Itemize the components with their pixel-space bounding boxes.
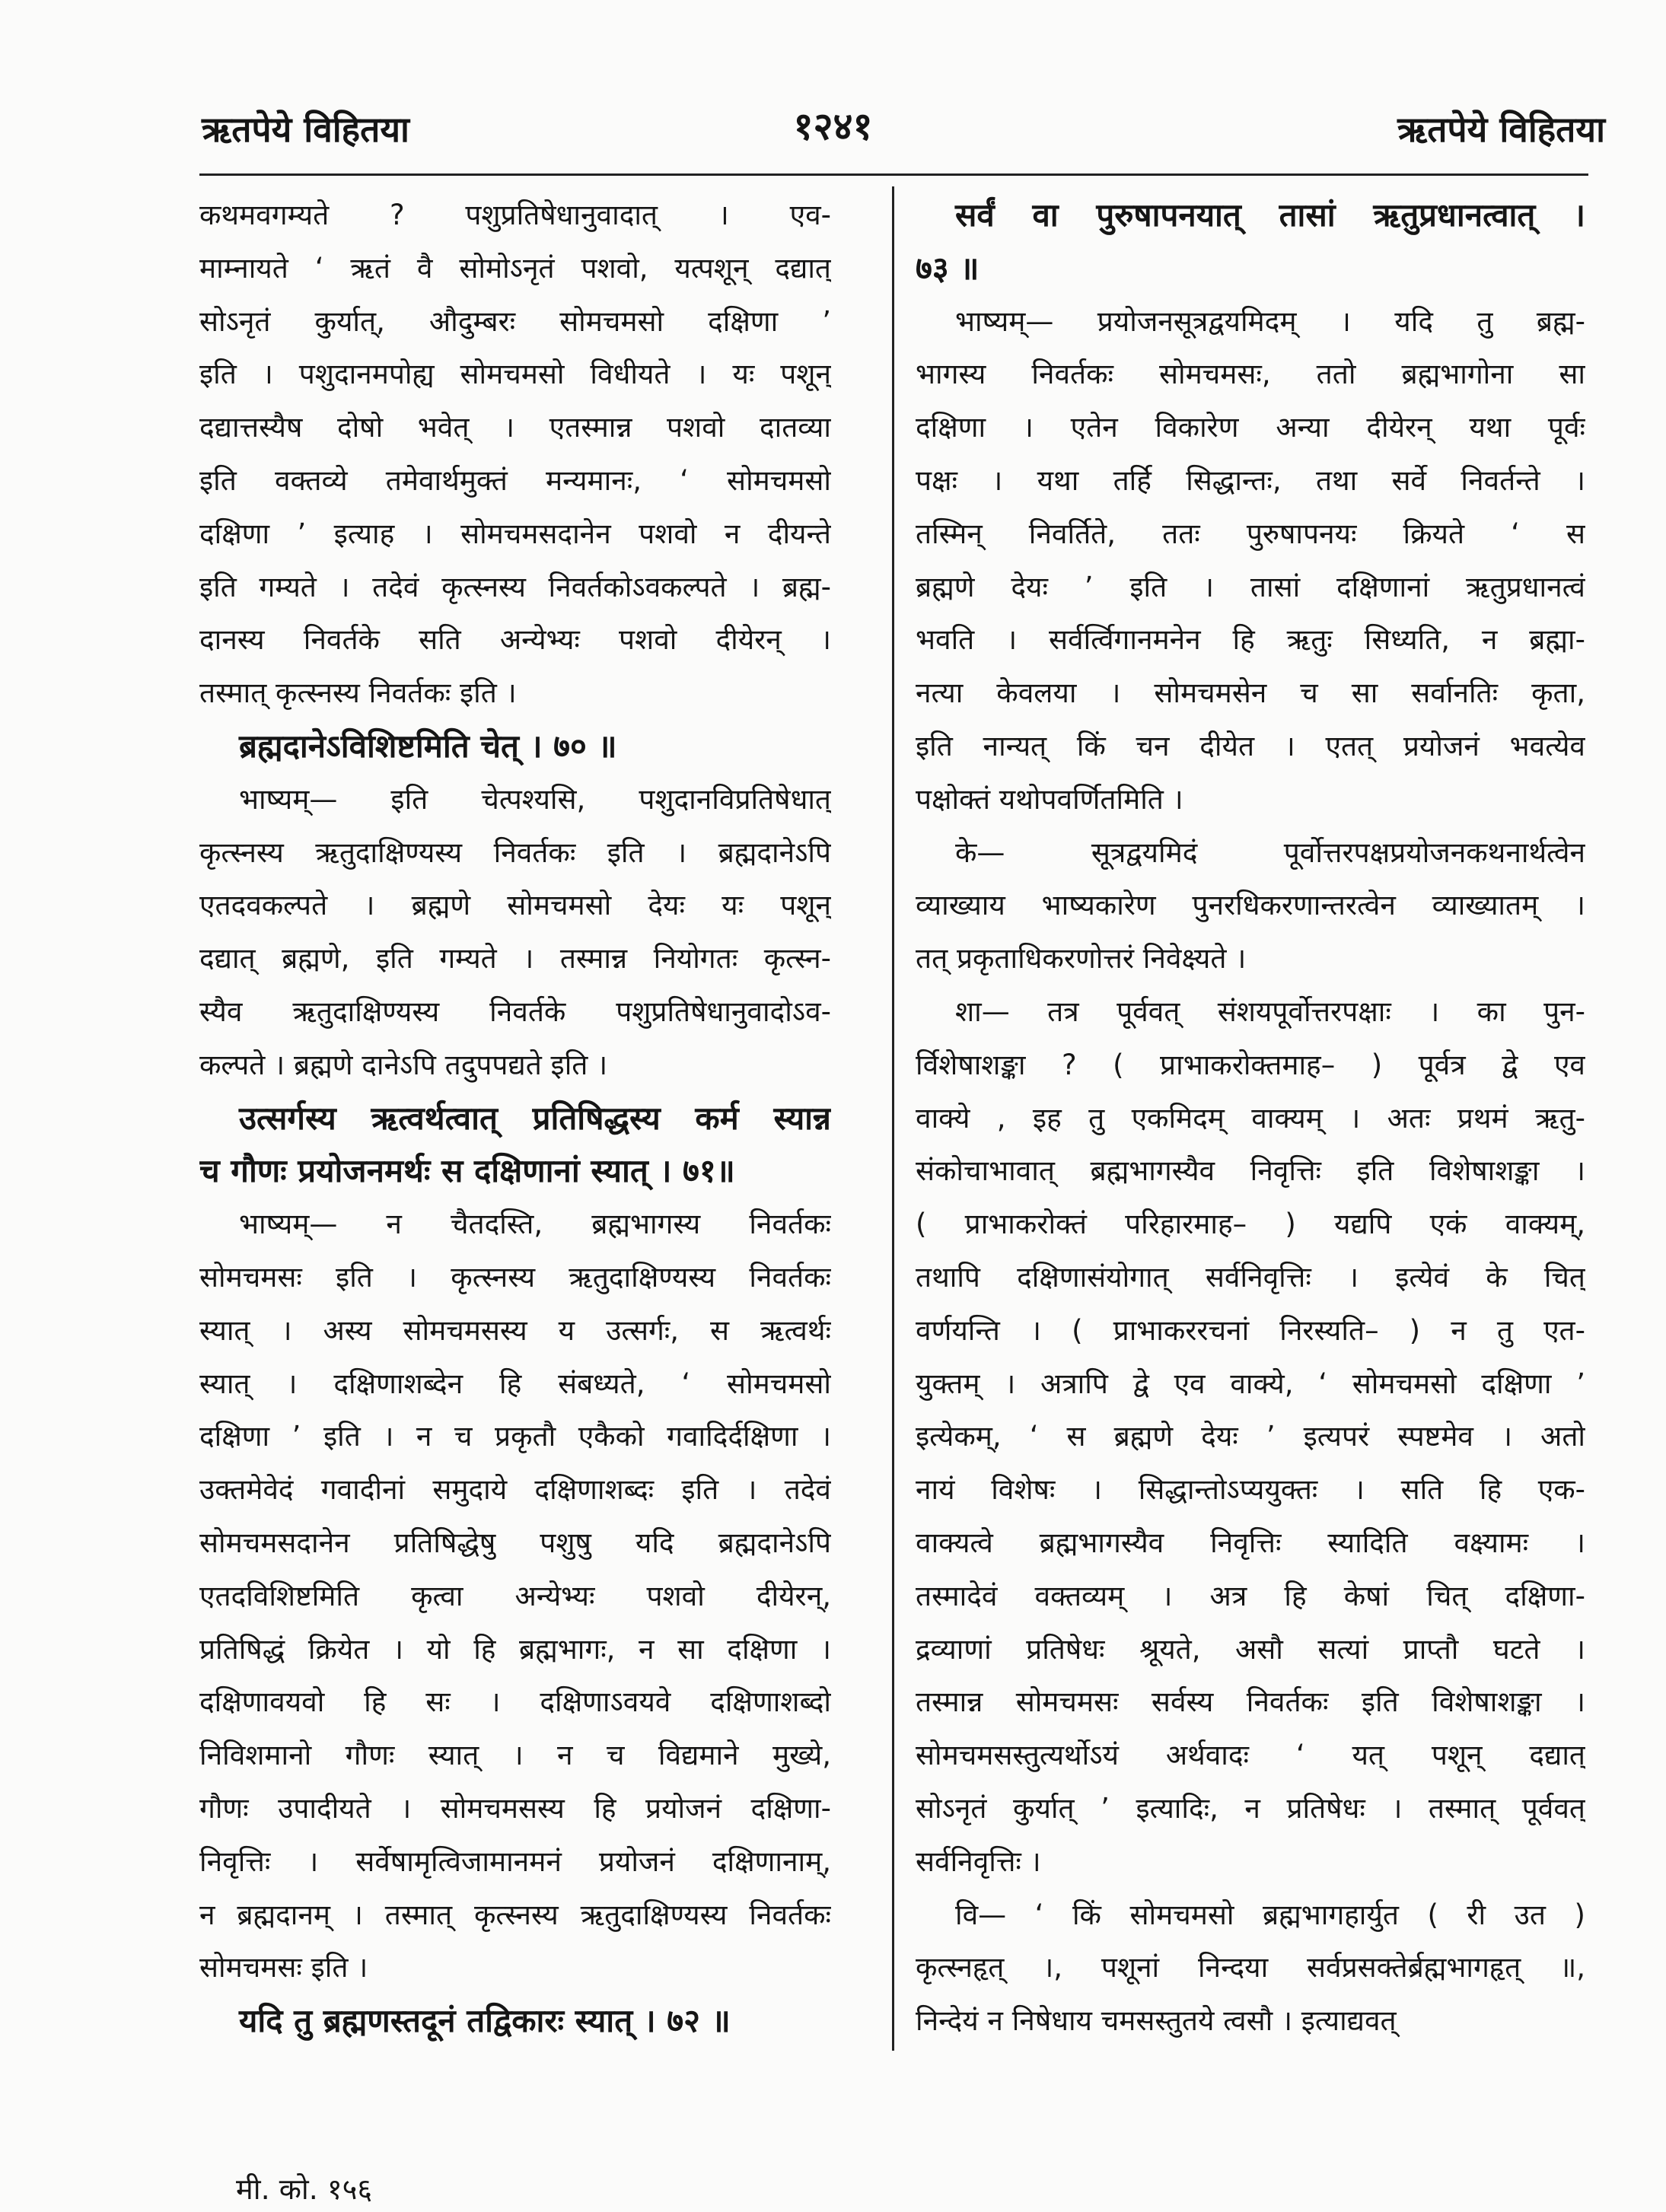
text-line: कथमवगम्यते ? पशुप्रतिषेधानुवादात् । एव-	[199, 199, 831, 231]
text-line: भागस्य निवर्तकः सोमचमसः, ततो ब्रह्मभागोना सा	[916, 358, 1585, 391]
text-line: निन्देयं न निषेधाय चमसस्तुतये त्वसौ । इत्याद्यवत्	[916, 2004, 1397, 2038]
text-line: इति गम्यते । तदेवं कृत्स्नस्य निवर्तकोऽवकल्पते । ब्रह्म-	[199, 570, 831, 603]
signature-mark: मी. को. १५६	[236, 2172, 373, 2206]
text-line: तत् प्रकृताधिकरणोत्तरं निवेक्ष्यते ।	[916, 942, 1247, 976]
sutra-heading: उत्सर्गस्य ऋत्वर्थत्वात् प्रतिषिद्धस्य कर्म स्यान्न	[239, 1099, 831, 1137]
text-line: उक्तमेवेदं गवादीनां समुदाये दक्षिणाशब्दः इति । तदेवं	[199, 1473, 831, 1507]
text-line: तस्मात् कृत्स्नस्य निवर्तकः इति ।	[199, 676, 517, 710]
text-line: प्रतिषिद्धं क्रियेत । यो हि ब्रह्मभागः, न सा दक्षिणा ।	[199, 1632, 831, 1666]
text-line: दक्षिणा ’ इति । न च प्रकृतौ एकैको गवादिर्दक्षिणा ।	[199, 1420, 831, 1453]
text-line: इति नान्यत् किं चन दीयेत । एतत् प्रयोजनं भवत्येव	[916, 729, 1585, 762]
text-line: सर्वनिवृत्तिः ।	[916, 1844, 1041, 1878]
text-line: युक्तम् । अत्रापि द्वे एव वाक्ये, ‘ सोमचमसो दक्षिणा ’	[916, 1367, 1585, 1400]
text-line: स्यात् । अस्य सोमचमसस्य य उत्सर्गः, स ऋत्वर्थः	[199, 1313, 831, 1347]
text-line: तथापि दक्षिणासंयोगात् सर्वनिवृत्तिः । इत्येवं के चित्	[916, 1260, 1585, 1294]
text-line: संकोचाभावात् ब्रह्मभागस्यैव निवृत्तिः इति विशेषाशङ्का ।	[916, 1154, 1585, 1188]
text-line: कृत्स्नहृत् ।, पशूनां निन्दया सर्वप्रसक्तेर्ब्रह्मभागहृत् ॥,	[916, 1951, 1585, 1984]
text-line: दानस्य निवर्तके सति अन्येभ्यः पशवो दीयेरन् ।	[199, 623, 831, 657]
page-number: १२४१	[793, 104, 873, 148]
text-line: वाक्यत्वे ब्रह्मभागस्यैव निवृत्तिः स्यादिति वक्ष्यामः ।	[916, 1526, 1585, 1559]
text-line: सोमचमसदानेन प्रतिषिद्धेषु पशुषु यदि ब्रह्मदानेऽपि	[199, 1526, 831, 1559]
text-line: वाक्ये , इह तु एकमिदम् वाक्यम् । अतः प्रथमं ऋतु-	[916, 1101, 1585, 1135]
header-rule	[199, 173, 1588, 176]
text-line: एतदवकल्पते । ब्रह्मणे सोमचमसो देयः यः पशून्	[199, 889, 831, 922]
text-line: भाष्यम्— इति चेत्पश्यसि, पशुदानविप्रतिषेधात्	[239, 782, 831, 816]
text-line: दक्षिणा । एतेन विकारेण अन्या दीयेरन् यथा पूर्वः	[916, 411, 1585, 444]
text-line: ब्रह्मणे देयः ’ इति । तासां दक्षिणानां ऋतुप्रधानत्वं	[916, 570, 1585, 603]
text-line: एतदविशिष्टमिति कृत्वा अन्येभ्यः पशवो दीयेरन्,	[199, 1579, 831, 1612]
running-head-left: ऋतपेये विहितया	[202, 109, 409, 150]
text-line: तस्मिन् निवर्तिते, ततः पुरुषापनयः क्रियते ‘ स	[916, 517, 1585, 550]
text-line: इति । पशुदानमपोह्य सोमचमसो विधीयते । यः पशून्	[199, 358, 831, 391]
text-line: निवृत्तिः । सर्वेषामृत्विजामानमनं प्रयोजनं दक्षिणानाम्,	[199, 1844, 831, 1878]
text-line: दक्षिणावयवो हि सः । दक्षिणाऽवयवे दक्षिणाशब्दो	[199, 1685, 831, 1719]
running-head-right: ऋतपेये विहितया	[1397, 109, 1605, 150]
text-line: वि— ‘ किं सोमचमसो ब्रह्मभागहार्युत ( री उत )	[955, 1898, 1585, 1931]
text-line: तस्मान्न सोमचमसः सर्वस्य निवर्तकः इति विशेषाशङ्का ।	[916, 1685, 1585, 1719]
sutra-heading: सर्वं वा पुरुषापनयात् तासां ऋतुप्रधानत्वात् ।	[955, 196, 1585, 234]
text-line: स्यैव ऋतुदाक्षिण्यस्य निवर्तके पशुप्रतिषेधानुवादोऽव-	[199, 995, 831, 1028]
text-line: र्विशेषाशङ्का ? ( प्राभाकरोक्तमाह– ) पूर्वत्र द्वे एव	[916, 1048, 1585, 1081]
text-line: पक्षः । यथा तर्हि सिद्धान्तः, तथा सर्वे निवर्तन्ते ।	[916, 463, 1585, 497]
text-line: भाष्यम्— न चैतदस्ति, ब्रह्मभागस्य निवर्तकः	[239, 1208, 831, 1241]
text-line: शा— तत्र पूर्ववत् संशयपूर्वोत्तरपक्षाः । का पुन-	[955, 995, 1585, 1028]
text-line: इति वक्तव्ये तमेवार्थमुक्तं मन्यमानः, ‘ सोमचमसो	[199, 463, 831, 497]
left-column	[199, 189, 831, 2048]
sutra-heading: च गौणः प्रयोजनमर्थः स दक्षिणानां स्यात् । ७१॥	[199, 1152, 735, 1190]
text-line: के— सूत्रद्वयमिदं पूर्वोत्तरपक्षप्रयोजनकथनार्थत्वेन	[955, 835, 1585, 869]
sutra-heading: ब्रह्मदानेऽविशिष्टमिति चेत् । ७० ॥	[239, 727, 617, 765]
text-line: कल्पते । ब्रह्मणे दानेऽपि तदुपपद्यते इति ।	[199, 1048, 608, 1081]
text-line: माम्नायते ‘ ऋतं वै सोमोऽनृतं पशवो, यत्पशून् दद्यात्	[199, 251, 831, 285]
text-line: कृत्स्नस्य ऋतुदाक्षिण्यस्य निवर्तकः इति । ब्रह्मदानेऽपि	[199, 835, 831, 869]
text-line: द्रव्याणां प्रतिषेधः श्रूयते, असौ सत्यां प्राप्तौ घटते ।	[916, 1632, 1585, 1666]
text-line: सोऽनृतं कुर्यात्, औदुम्बरः सोमचमसो दक्षिणा ’	[199, 304, 831, 338]
text-line: पक्षोक्तं यथोपवर्णितमिति ।	[916, 782, 1183, 816]
text-line: भाष्यम्— प्रयोजनसूत्रद्वयमिदम् । यदि तु ब्रह्म-	[955, 304, 1585, 338]
text-line: नत्या केवलया । सोमचमसेन च सा सर्वानतिः कृता,	[916, 676, 1585, 710]
text-line: ( प्राभाकरोक्तं परिहारमाह– ) यद्यपि एकं वाक्यम्,	[916, 1208, 1585, 1241]
text-line: दक्षिणा ’ इत्याह । सोमचमसदानेन पशवो न दीयन्ते	[199, 517, 831, 550]
text-line: गौणः उपादीयते । सोमचमसस्य हि प्रयोजनं दक्षिणा-	[199, 1791, 831, 1825]
column-divider	[892, 186, 894, 2051]
text-line: नायं विशेषः । सिद्धान्तोऽप्ययुक्तः । सति हि एक-	[916, 1473, 1585, 1507]
text-line: सोमचमसः इति । कृत्स्नस्य ऋतुदाक्षिण्यस्य निवर्तकः	[199, 1260, 831, 1294]
text-line: सोमचमसस्तुत्यर्थोऽयं अर्थवादः ‘ यत् पशून् दद्यात्	[916, 1739, 1585, 1772]
text-line: तस्मादेवं वक्तव्यम् । अत्र हि केषां चित् दक्षिणा-	[916, 1579, 1585, 1612]
text-line: स्यात् । दक्षिणाशब्देन हि संबध्यते, ‘ सोमचमसो	[199, 1367, 831, 1400]
text-line: सोऽनृतं कुर्यात् ’ इत्यादिः, न प्रतिषेधः । तस्मात् पूर्ववत्	[916, 1791, 1585, 1825]
text-line: भवति । सर्वर्त्विगानमनेन हि ऋतुः सिध्यति, न ब्रह्मा-	[916, 623, 1585, 657]
sutra-heading: यदि तु ब्रह्मणस्तदूनं तद्विकारः स्यात् । ७२ ॥	[239, 2002, 731, 2040]
text-line: दद्यात् ब्रह्मणे, इति गम्यते । तस्मान्न नियोगतः कृत्स्न-	[199, 942, 831, 976]
text-line: निविशमानो गौणः स्यात् । न च विद्यमाने मुख्ये,	[199, 1739, 831, 1772]
right-column	[916, 189, 1585, 2048]
text-line: दद्यात्तस्यैष दोषो भवेत् । एतस्मान्न पशवो दातव्या	[199, 411, 831, 444]
text-line: व्याख्याय भाष्यकारेण पुनरधिकरणान्तरत्वेन व्याख्यातम् ।	[916, 889, 1585, 922]
text-line: इत्येकम्, ‘ स ब्रह्मणे देयः ’ इत्यपरं स्पष्टमेव । अतो	[916, 1420, 1585, 1453]
sutra-heading: ७३ ॥	[916, 249, 980, 287]
text-line: न ब्रह्मदानम् । तस्मात् कृत्स्नस्य ऋतुदाक्षिण्यस्य निवर्तकः	[199, 1898, 831, 1931]
text-line: सोमचमसः इति ।	[199, 1951, 368, 1984]
text-line: वर्णयन्ति । ( प्राभाकररचनां निरस्यति– ) न तु एत-	[916, 1313, 1585, 1347]
